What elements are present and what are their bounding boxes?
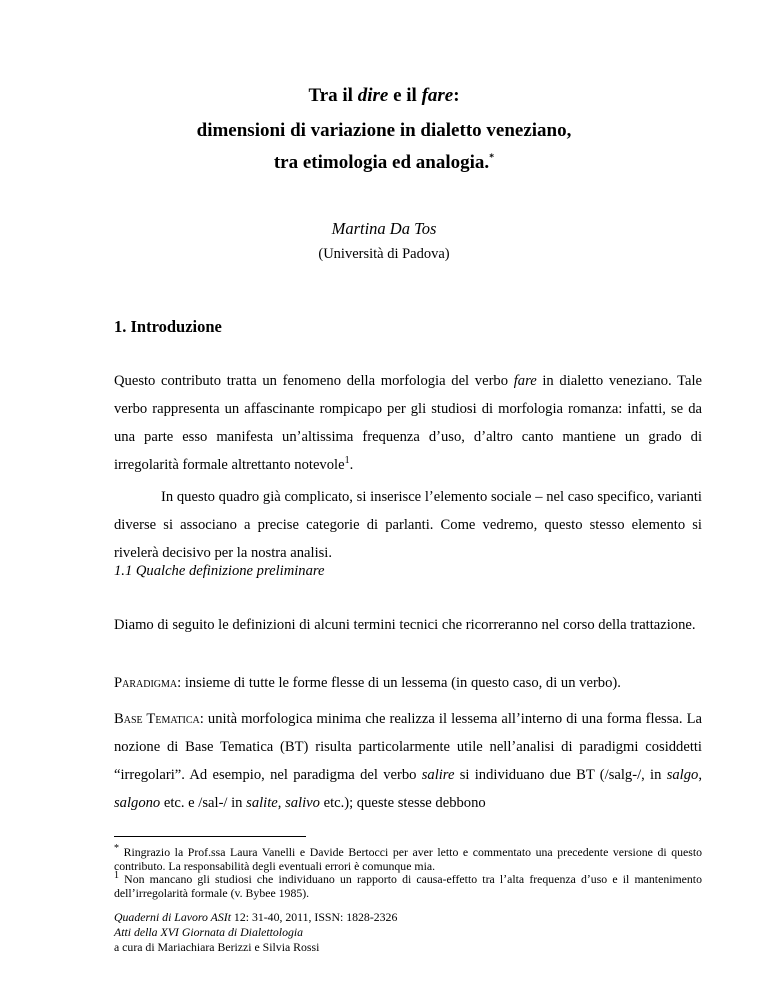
title-fare: fare [421, 85, 454, 106]
footnote-mark: * [489, 152, 495, 164]
definition-term: Base Tematica [114, 711, 200, 727]
example-word: salite [246, 795, 278, 811]
definition-base-tematica [114, 705, 702, 817]
footnote-mark: 1 [114, 870, 119, 882]
term-fare: fare [513, 373, 537, 389]
paragraph-context: In questo quadro già complicato, si inserisce lʼelemento sociale – nel caso specifico, varianti diverse si associano a precise categorie di parlanti. Come vedremo, questo stesso elemento si rivelerà decisivo per la nostra analisi. [114, 489, 702, 561]
author-name: Martina Da Tos [331, 219, 437, 238]
paragraph-intro [114, 367, 702, 479]
journal-name: Quaderni di Lavoro ASIt [114, 910, 231, 924]
paragraph-text: . [349, 457, 354, 473]
author-affiliation: (Università di Padova) [318, 246, 450, 262]
definition-paradigma [114, 669, 702, 697]
footnote-text: Ringrazio la Prof.ssa Laura Vanelli e Davide Bertocci per aver letto e commentato una precedente versione di questo contributo. La responsabilità degli eventuali errori è comunque mia. [114, 845, 702, 873]
subsection-heading: 1.1 Qualche definizione preliminare [114, 563, 325, 579]
footnote-1 [114, 870, 702, 900]
source-proceedings: Atti della XVI Giornata di Dialettologia [114, 925, 304, 939]
title-line-1 [0, 85, 768, 107]
paragraph-text: in dialetto veneziano. Tale verbo rappresenta un affascinante rompicapo per gli studiosi di morfologia romanza: infatti, se da una parte esso manifesta unʼaltissima frequenza dʼuso, dʼaltro canto mantiene un grado di irregolarità formale altrettanto notevole [114, 373, 702, 473]
paragraph-definitions-intro: Diamo di seguito le definizioni di alcuni termini tecnici che ricorreranno nel corso della trattazione. [114, 617, 696, 633]
footnote-star [114, 843, 702, 873]
title-text: tra etimologia ed analogia. [273, 152, 490, 173]
source-journal [114, 910, 397, 925]
title-line-2: dimensioni di variazione in dialetto veneziano, [196, 120, 572, 141]
definition-text: , [277, 795, 286, 811]
title-text: Tra il [308, 85, 358, 106]
journal-details: 12: 31-40, 2011, ISSN: 1828-2326 [230, 910, 398, 924]
footnote-mark: 1 [344, 455, 350, 467]
section-heading: 1. Introduzione [114, 317, 222, 336]
example-word: salire [421, 767, 455, 783]
title-dire: dire [357, 85, 389, 106]
title-line-3 [0, 152, 768, 174]
definition-text: etc.); queste stesse debbono [319, 795, 486, 811]
source-info [114, 910, 397, 955]
paragraph-text: Questo contributo tratta un fenomeno della morfologia del verbo [114, 373, 514, 389]
footnote-text: Non mancano gli studiosi che individuano un rapporto di causa-effetto tra lʼalta frequenza dʼuso e il mantenimento dellʼirregolarità formale (v. Bybee 1985). [114, 872, 702, 900]
title-text: : [453, 85, 460, 106]
footnote-divider [114, 836, 306, 837]
example-word: salivo [285, 795, 320, 811]
example-word: salgono [114, 795, 161, 811]
source-editors: a cura di Mariachiara Berizzi e Silvia Rossi [114, 940, 320, 954]
definition-text: , [698, 767, 702, 783]
example-word: salgo [666, 767, 699, 783]
definition-text: : insieme di tutte le forme flesse di un lessema (in questo caso, di un verbo). [177, 675, 621, 691]
definition-text: si individuano due BT (/salg-/, in [454, 767, 667, 783]
footnote-mark: * [114, 843, 119, 855]
title-text: e il [388, 85, 422, 106]
definition-text: : unità morfologica minima che realizza il lessema allʼinterno di una forma flessa. La nozione di Base Tematica (BT) risulta particolarmente utile nellʼanalisi di paradigmi cosiddetti “irregolari”. Ad esempio, nel paradigma del verbo [114, 711, 703, 783]
definition-text: etc. e /sal-/ in [160, 795, 247, 811]
definition-term: Paradigma [114, 675, 178, 691]
